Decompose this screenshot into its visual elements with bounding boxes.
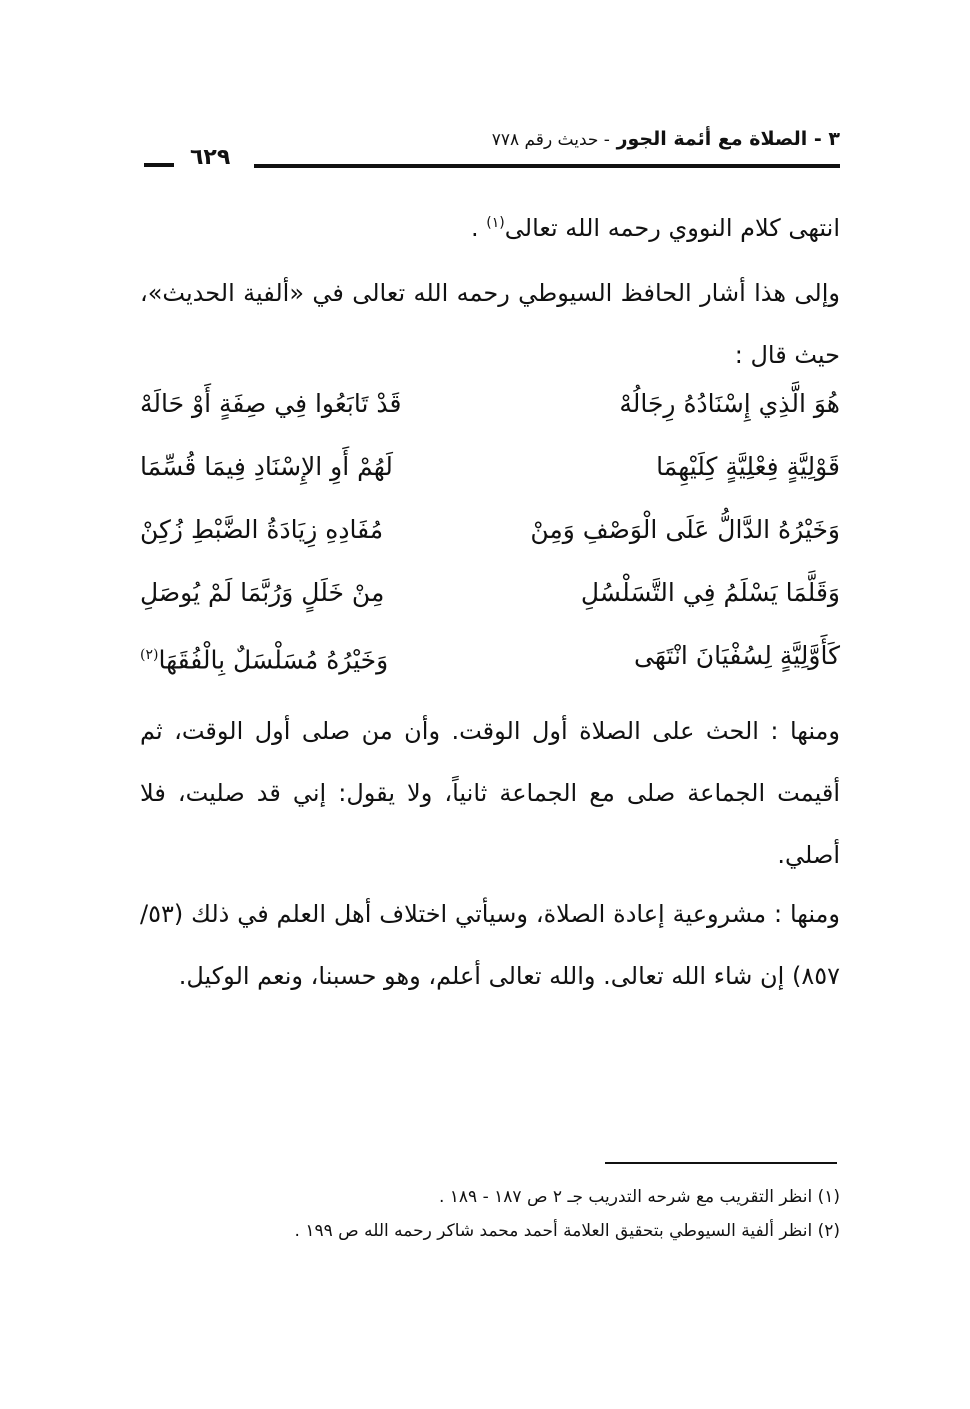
verse-second-hemistich: مُفَادِهِ زِيَادَةُ الضَّبْطِ زُكِنْ xyxy=(140,515,384,544)
paragraph-nawawi-end xyxy=(140,192,840,259)
verse-second-hemistich: مِنْ خَلَلٍ وَرُبَّمَا لَمْ يُوصَلِ xyxy=(140,578,385,607)
footnote-rule xyxy=(605,1162,837,1164)
verse-first-hemistich: وَخَيْرُهُ الدَّالُّ عَلَى الْوَصْفِ وَمِنْ xyxy=(530,515,840,544)
verse-second-hemistich xyxy=(140,624,470,687)
verse-first-hemistich: كَأَوَّلِيَّةٍ لِسُفْيَانَ انْتَهَى xyxy=(634,641,840,670)
verse-first-hemistich: قَوْلِيَّةٍ فِعْلِيَّةٍ كِلَيْهِمَا xyxy=(656,452,840,481)
verse-line xyxy=(140,498,840,561)
paragraph-repeat-prayer: ومنها : مشروعية إعادة الصلاة، وسيأتي اختلاف أهل العلم في ذلك (٥٣/ ٨٥٧) إن شاء الله تعالى. والله تعالى أعلم، وهو حسبنا، ونعم الوكيل. xyxy=(140,900,840,990)
verse-second-hemistich: قَدْ تَابَعُوا فِي صِفَةٍ أَوْ حَالَهْ xyxy=(140,389,402,418)
verse-line xyxy=(140,624,840,687)
page-number: ٦٢٩ xyxy=(190,145,231,170)
footnotes xyxy=(140,1180,840,1248)
verse-first-hemistich: وَقَلَّمَا يَسْلَمُ فِي التَّسَلْسُلِ xyxy=(580,578,840,607)
paragraph-suyuti-intro: وإلى هذا أشار الحافظ السيوطي رحمه الله تعالى في «ألفية الحديث»، حيث قال : xyxy=(140,279,840,369)
page-number-dash xyxy=(144,163,174,167)
paragraph-end-mark: . xyxy=(471,214,487,242)
verse-second-hemistich: لَهُمْ أَوِ الإِسْنَادِ فِيمَا قُسِّمَا xyxy=(140,452,393,481)
paragraph-early-prayer: ومنها : الحث على الصلاة أول الوقت. وأن من صلى أول الوقت، ثم أقيمت الجماعة صلى مع الجماعة ثانياً، ولا يقول: إني قد صليت، فلا أصلي. xyxy=(140,717,840,869)
verse-line xyxy=(140,435,840,498)
poem-verses xyxy=(140,372,840,687)
footnote-ref-1: (١) xyxy=(486,215,505,231)
running-header xyxy=(140,128,840,178)
header-rule xyxy=(254,164,840,168)
hemistich-text: وَخَيْرُهُ مُسَلْسَلٌ بِالْفُقَهَا xyxy=(158,645,389,675)
verse-line xyxy=(140,372,840,435)
footnote-ref-2: (٢) xyxy=(140,647,159,663)
paragraph-text: انتهى كلام النووي رحمه الله تعالى xyxy=(504,214,840,242)
chapter-title xyxy=(492,128,840,150)
footnote-2: (٢) انظر ألفية السيوطي بتحقيق العلامة أحمد محمد شاكر رحمه الله ص ١٩٩ . xyxy=(294,1221,840,1241)
hadith-number: - حديث رقم ٧٧٨ xyxy=(491,130,610,150)
verse-first-hemistich: هُوَ الَّذِي إِسْنَادُهُ رِجَالُهْ xyxy=(619,389,840,418)
chapter-name: ٣ - الصلاة مع أئمة الجور xyxy=(616,128,840,150)
verse-line xyxy=(140,561,840,624)
footnote-1: (١) انظر التقريب مع شرحه التدريب جـ ٢ ص ١٨٧ - ١٨٩ . xyxy=(438,1187,840,1207)
